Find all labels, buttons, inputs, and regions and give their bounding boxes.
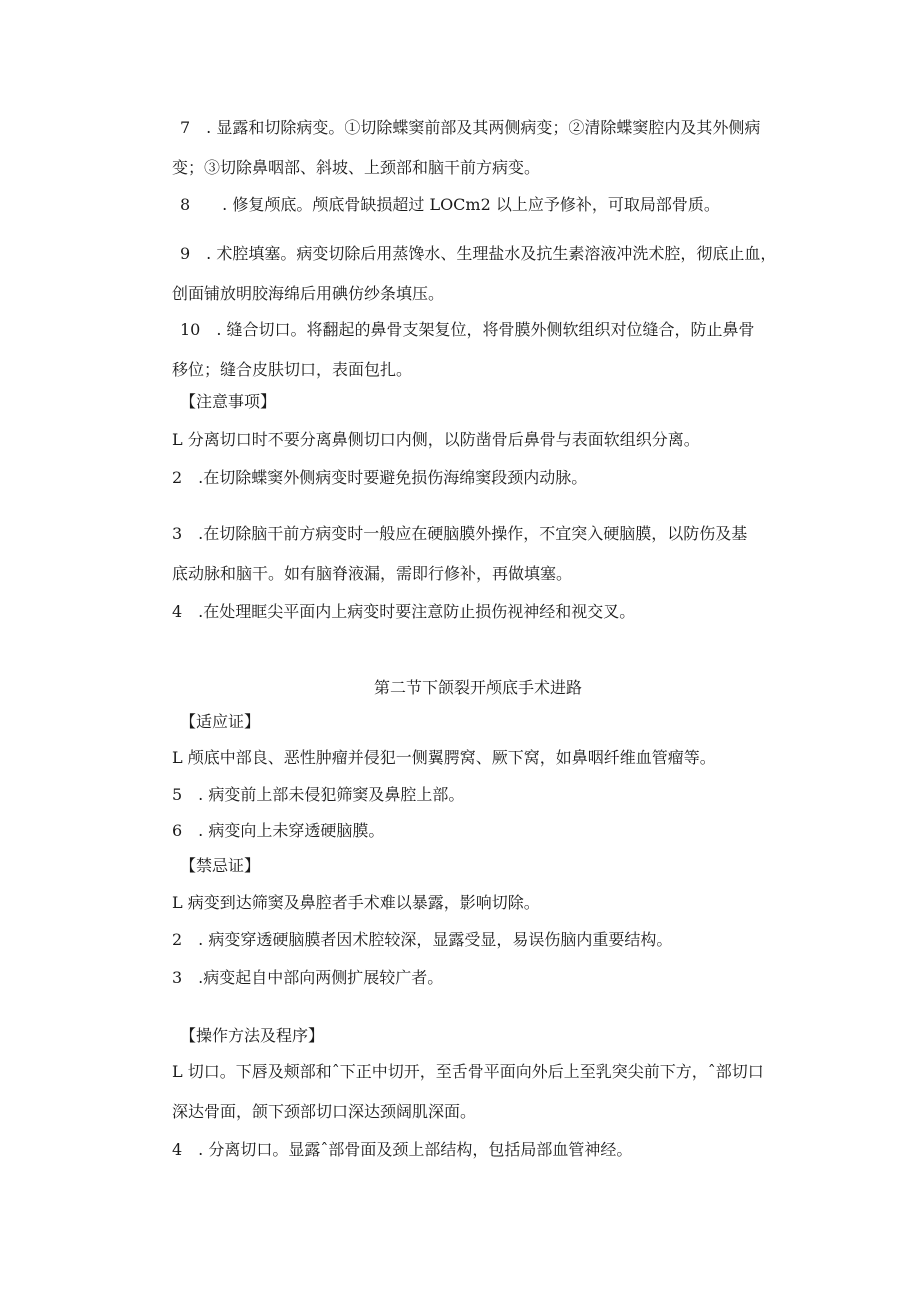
heading-contraindications: 【禁忌证】 <box>180 856 261 875</box>
indication-3: 6 . 病变向上未穿透硬脑膜。 <box>172 821 385 840</box>
section-title: 第二节下颌裂开颅底手术进路 <box>373 678 582 697</box>
text-line: 移位；缝合皮肤切口，表面包扎。 <box>172 360 413 379</box>
text-line: 创面铺放明胶海绵后用碘仿纱条填压。 <box>172 284 445 303</box>
heading-procedure: 【操作方法及程序】 <box>180 1026 325 1045</box>
paragraph-step-9 <box>172 234 784 314</box>
indication-2: 5 . 病变前上部未侵犯筛窦及鼻腔上部。 <box>172 785 465 804</box>
precaution-1: L 分离切口时不要分离鼻侧切口内侧，以防凿骨后鼻骨与表面软组织分离。 <box>172 430 700 449</box>
text-line: 7 . 显露和切除病变。①切除蝶窦前部及其两侧病变；②清除蝶窦腔内及其外侧病 <box>180 118 761 137</box>
contraindication-2: 2 . 病变穿透硬脑膜者因术腔较深，显露受显，易误伤脑内重要结构。 <box>172 930 673 949</box>
precaution-4: 4 .在处理眶尖平面内上病变时要注意防止损伤视神经和视交叉。 <box>172 602 636 621</box>
procedure-step-1 <box>172 1052 784 1132</box>
text-line: 3 .在切除脑干前方病变时一般应在硬脑膜外操作，不宜突入硬脑膜，以防伤及基 <box>172 524 748 543</box>
procedure-step-4: 4 . 分离切口。显露ˆ部骨面及颈上部结构，包括局部血管神经。 <box>172 1140 633 1159</box>
contraindication-1: L 病变到达筛窦及鼻腔者手术难以暴露，影响切除。 <box>172 893 540 912</box>
contraindication-3: 3 .病变起自中部向两侧扩展较广者。 <box>172 968 444 987</box>
text-line: 变；③切除鼻咽部、斜坡、上颈部和脑干前方病变。 <box>172 158 541 177</box>
text-line: 深达骨面，颌下颈部切口深达颈阔肌深面。 <box>172 1102 477 1121</box>
paragraph-step-8 <box>172 185 784 225</box>
heading-precautions: 【注意事项】 <box>180 392 277 411</box>
precaution-3 <box>172 514 784 594</box>
precaution-2: 2 .在切除蝶窦外侧病变时要避免损伤海绵窦段颈内动脉。 <box>172 468 588 487</box>
text-line: 9 . 术腔填塞。病变切除后用蒸馋水、生理盐水及抗生素溶液冲洗术腔，彻底止血， <box>180 244 777 263</box>
paragraph-step-10 <box>172 310 784 390</box>
text-line: 底动脉和脑干。如有脑脊液漏，需即行修补，再做填塞。 <box>172 564 573 583</box>
text-line: L 切口。下唇及颊部和ˆ下正中切开，至舌骨平面向外后上至乳突尖前下方，ˆ部切口 <box>172 1062 764 1081</box>
text-line: 10 . 缝合切口。将翻起的鼻骨支架复位，将骨膜外侧软组织对位缝合，防止鼻骨 <box>180 320 755 339</box>
text-line: 8 . 修复颅底。颅底骨缺损超过 LOCm2 以上应予修补，可取局部骨质。 <box>180 195 720 214</box>
indication-1: L 颅底中部良、恶性肿瘤并侵犯一侧翼腭窝、厥下窝，如鼻咽纤维血管瘤等。 <box>172 748 716 767</box>
heading-indications: 【适应证】 <box>180 712 261 731</box>
paragraph-step-7 <box>172 108 784 188</box>
